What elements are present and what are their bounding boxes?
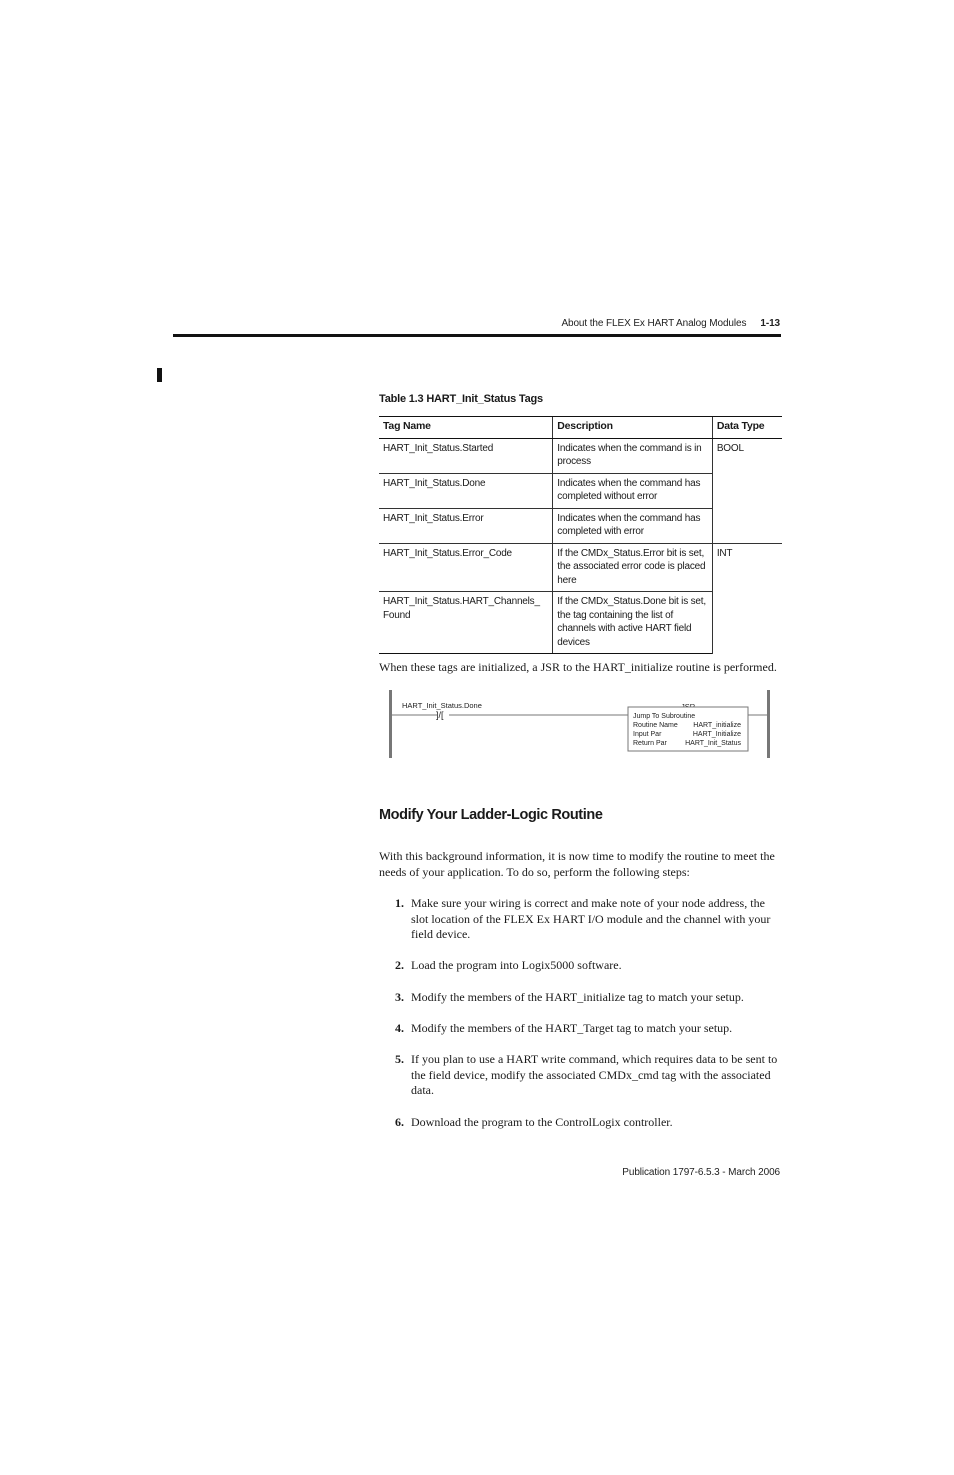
examine-off-contact-icon: ]/[ [436,710,444,720]
tag-name-cell: HART_Init_Status.Error [379,508,553,543]
step-text: Make sure your wiring is correct and make note of your node address, the slot location of the FLEX Ex HART I/O module and the channel with your field device. [411,896,771,941]
step-number: 2. [395,958,404,972]
description-cell: Indicates when the command is in process [553,438,713,473]
table-caption: Table 1.3 HART_Init_Status Tags [379,393,543,405]
step-number: 1. [395,896,404,910]
step-text: Download the program to the ControlLogix controller. [411,1115,673,1129]
table-row [379,438,782,473]
header-rule [173,334,781,337]
tag-name-cell: HART_Init_Status.Error_Code [379,543,553,592]
data-type-cell: INT [712,543,782,654]
page-number: 1-13 [760,318,780,329]
publication-footer: Publication 1797-6.5.3 - March 2006 [622,1167,780,1178]
column-header-description: Description [553,417,713,439]
right-power-rail [767,690,770,758]
tag-name-cell: HART_Init_Status.Started [379,438,553,473]
section-intro-paragraph: With this background information, it is now time to modify the routine to meet the needs of your application. To do so, perform the following steps: [379,849,775,879]
step-text: If you plan to use a HART write command, which requires data to be sent to the field device, modify the associated CMDx_cmd tag with the associated data. [411,1052,778,1097]
header-title: About the FLEX Ex HART Analog Modules [561,318,747,329]
ladder-rung-diagram [385,688,775,760]
contact-tag-label: HART_Init_Status.Done [402,701,482,710]
step-number: 3. [395,990,404,1004]
param-value: HART_initialize [693,722,741,729]
column-header-tag-name: Tag Name [379,417,553,439]
step-text: Modify the members of the HART_initialize tag to match your setup. [411,990,744,1004]
step-number: 5. [395,1052,404,1066]
data-type-cell: BOOL [712,438,782,543]
param-label: Routine Name [633,722,678,729]
description-cell: Indicates when the command has completed with error [553,508,713,543]
table-header-row [379,417,782,439]
description-cell: If the CMDx_Status.Error bit is set, the associated error code is placed here [553,543,713,592]
param-label: Return Par [633,740,667,747]
table-row [379,543,782,592]
change-bar [157,368,162,382]
param-label: Input Par [633,731,662,738]
left-power-rail [389,690,392,758]
status-tags-table [379,416,782,654]
tag-name-cell: HART_Init_Status.HART_Channels_ Found [379,592,553,654]
jsr-intro-paragraph: When these tags are initialized, a JSR to the HART_initialize routine is performed. [379,660,777,674]
step-number: 4. [395,1021,404,1035]
page-header [561,318,780,329]
param-value: HART_Initialize [692,731,741,738]
step-number: 6. [395,1115,404,1129]
description-cell: Indicates when the command has completed without error [553,473,713,508]
param-value: HART_Init_Status [685,740,741,747]
column-header-data-type: Data Type [712,417,782,439]
description-cell: If the CMDx_Status.Done bit is set, the tag containing the list of channels with active HART field devices [553,592,713,654]
section-heading: Modify Your Ladder-Logic Routine [379,807,603,823]
jsr-box-title: Jump To Subroutine [633,713,696,720]
step-text: Load the program into Logix5000 software. [411,958,622,972]
tag-name-cell: HART_Init_Status.Done [379,473,553,508]
step-text: Modify the members of the HART_Target tag to match your setup. [411,1021,733,1035]
